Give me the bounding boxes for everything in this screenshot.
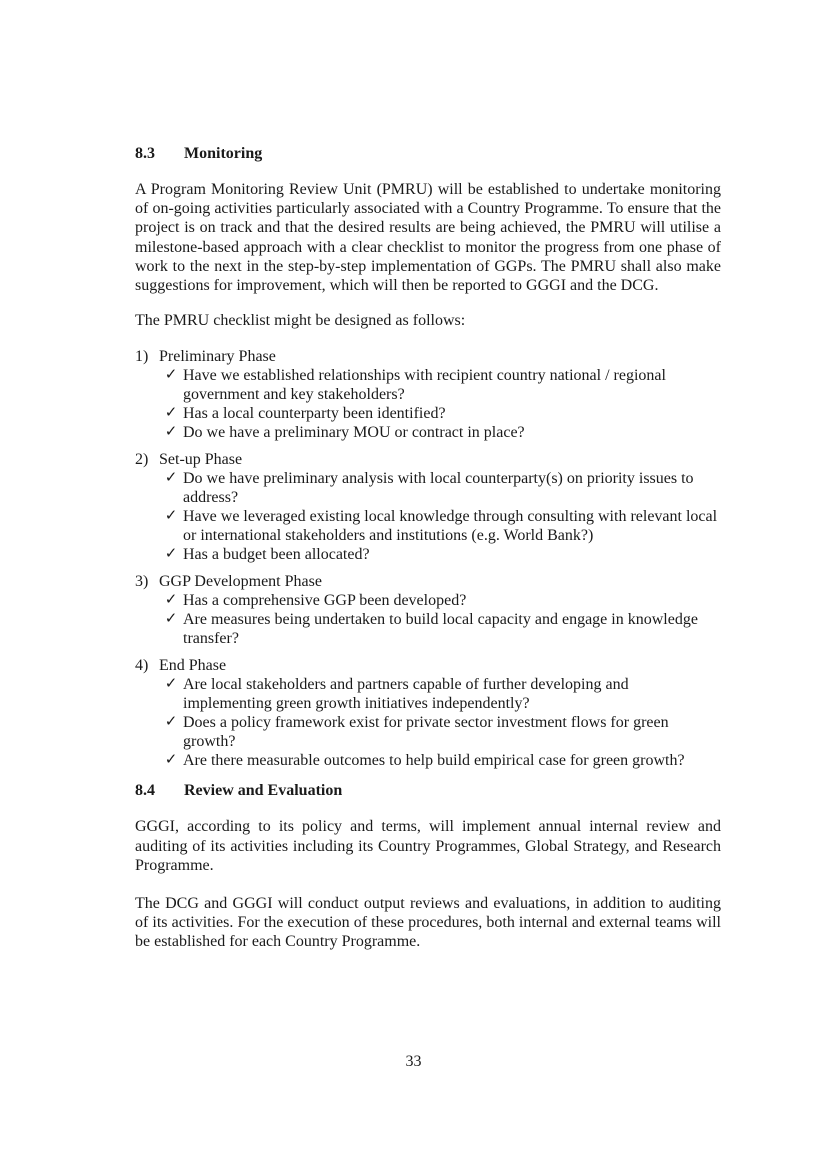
phase-title bbox=[135, 572, 721, 591]
checkmark-icon: ✓ bbox=[164, 546, 178, 563]
checklist-text: Are local stakeholders and partners capable of further developing and implementing green growth initiatives independently? bbox=[183, 676, 629, 713]
checkmark-icon: ✓ bbox=[164, 508, 178, 525]
checklist-text: Do we have a preliminary MOU or contract in place? bbox=[183, 424, 525, 442]
phase-name: End Phase bbox=[159, 657, 227, 675]
checklist bbox=[135, 469, 721, 564]
phase-number: 2) bbox=[135, 451, 149, 469]
phase-number: 4) bbox=[135, 657, 149, 675]
checkmark-icon: ✓ bbox=[164, 752, 178, 769]
checklist-item bbox=[159, 366, 721, 404]
page-content bbox=[135, 143, 721, 952]
checklist-text: Has a comprehensive GGP been developed? bbox=[183, 592, 467, 610]
checkmark-icon: ✓ bbox=[164, 714, 178, 731]
phase-number: 1) bbox=[135, 348, 149, 366]
phase-title bbox=[135, 347, 721, 366]
checkmark-icon: ✓ bbox=[164, 470, 178, 487]
section-heading-8-4 bbox=[135, 780, 721, 802]
checklist-item bbox=[159, 675, 721, 713]
section-title: Review and Evaluation bbox=[184, 782, 343, 800]
checklist-item bbox=[159, 469, 721, 507]
phase-number: 3) bbox=[135, 573, 149, 591]
checklist bbox=[135, 675, 721, 770]
checklist-item bbox=[159, 591, 721, 610]
checkmark-icon: ✓ bbox=[164, 676, 178, 693]
section-number: 8.4 bbox=[135, 782, 155, 800]
checkmark-icon: ✓ bbox=[164, 611, 178, 628]
checklist-text: Have we leveraged existing local knowledge through consulting with relevant local or international stakeholders and institutions (e.g. World Bank?) bbox=[183, 508, 718, 545]
phase-title bbox=[135, 656, 721, 675]
phase-item bbox=[135, 450, 721, 564]
checklist-item bbox=[159, 751, 721, 770]
checklist-text: Has a budget been allocated? bbox=[183, 546, 370, 564]
checklist-text: Has a local counterparty been identified? bbox=[183, 405, 446, 423]
checkmark-icon: ✓ bbox=[164, 592, 178, 609]
checkmark-icon: ✓ bbox=[164, 424, 178, 441]
checklist-intro: The PMRU checklist might be designed as follows: bbox=[135, 312, 466, 330]
checklist-text: Do we have preliminary analysis with local counterparty(s) on priority issues to address? bbox=[183, 470, 694, 507]
checklist-item bbox=[159, 404, 721, 423]
phase-item bbox=[135, 347, 721, 442]
phase-item bbox=[135, 656, 721, 770]
phase-item bbox=[135, 572, 721, 648]
section-title: Monitoring bbox=[184, 145, 263, 162]
section-heading-8-3 bbox=[135, 143, 721, 165]
phase-name: Set-up Phase bbox=[159, 451, 243, 469]
checklist-item bbox=[159, 713, 721, 751]
monitoring-paragraph: A Program Monitoring Review Unit (PMRU) will be established to undertake monitoring of on-going activities particularly associated with a Country Programme. To ensure that the project is on track and that the desired results are being achieved, the PMRU will utilise a milestone-based approach with a clear checklist to monitor the progress from one phase of work to the next in the step-by-step implementation of GGPs. The PMRU shall also make suggestions for improvement, which will then be reported to GGGI and the DCG. bbox=[135, 181, 721, 295]
phase-name: GGP Development Phase bbox=[159, 573, 322, 591]
section-number: 8.3 bbox=[135, 145, 155, 162]
checklist-item bbox=[159, 610, 721, 648]
checklist-text: Are there measurable outcomes to help build empirical case for green growth? bbox=[183, 752, 685, 770]
checklist-item bbox=[159, 423, 721, 442]
checklist-text: Does a policy framework exist for private sector investment flows for green growth? bbox=[183, 714, 669, 751]
checklist-item bbox=[159, 545, 721, 564]
page-number: 33 bbox=[405, 1053, 422, 1070]
phase-title bbox=[135, 450, 721, 469]
checkmark-icon: ✓ bbox=[164, 405, 178, 422]
checklist bbox=[135, 366, 721, 442]
checkmark-icon: ✓ bbox=[164, 367, 178, 384]
checklist-text: Have we established relationships with recipient country national / regional government and key stakeholders? bbox=[183, 367, 666, 404]
checklist bbox=[135, 591, 721, 648]
review-paragraph: GGGI, according to its policy and terms, will implement annual internal review and auditing of its activities including its Country Programmes, Global Strategy, and Research Programme. bbox=[135, 818, 721, 874]
checklist-item bbox=[159, 507, 721, 545]
checklist-text: Are measures being undertaken to build local capacity and engage in knowledge transfer? bbox=[183, 611, 698, 648]
phase-name: Preliminary Phase bbox=[159, 348, 276, 366]
evaluation-paragraph: The DCG and GGGI will conduct output reviews and evaluations, in addition to auditing of its activities. For the execution of these procedures, both internal and external teams will be established for each Country Programme. bbox=[135, 895, 721, 951]
phase-list bbox=[135, 347, 721, 770]
